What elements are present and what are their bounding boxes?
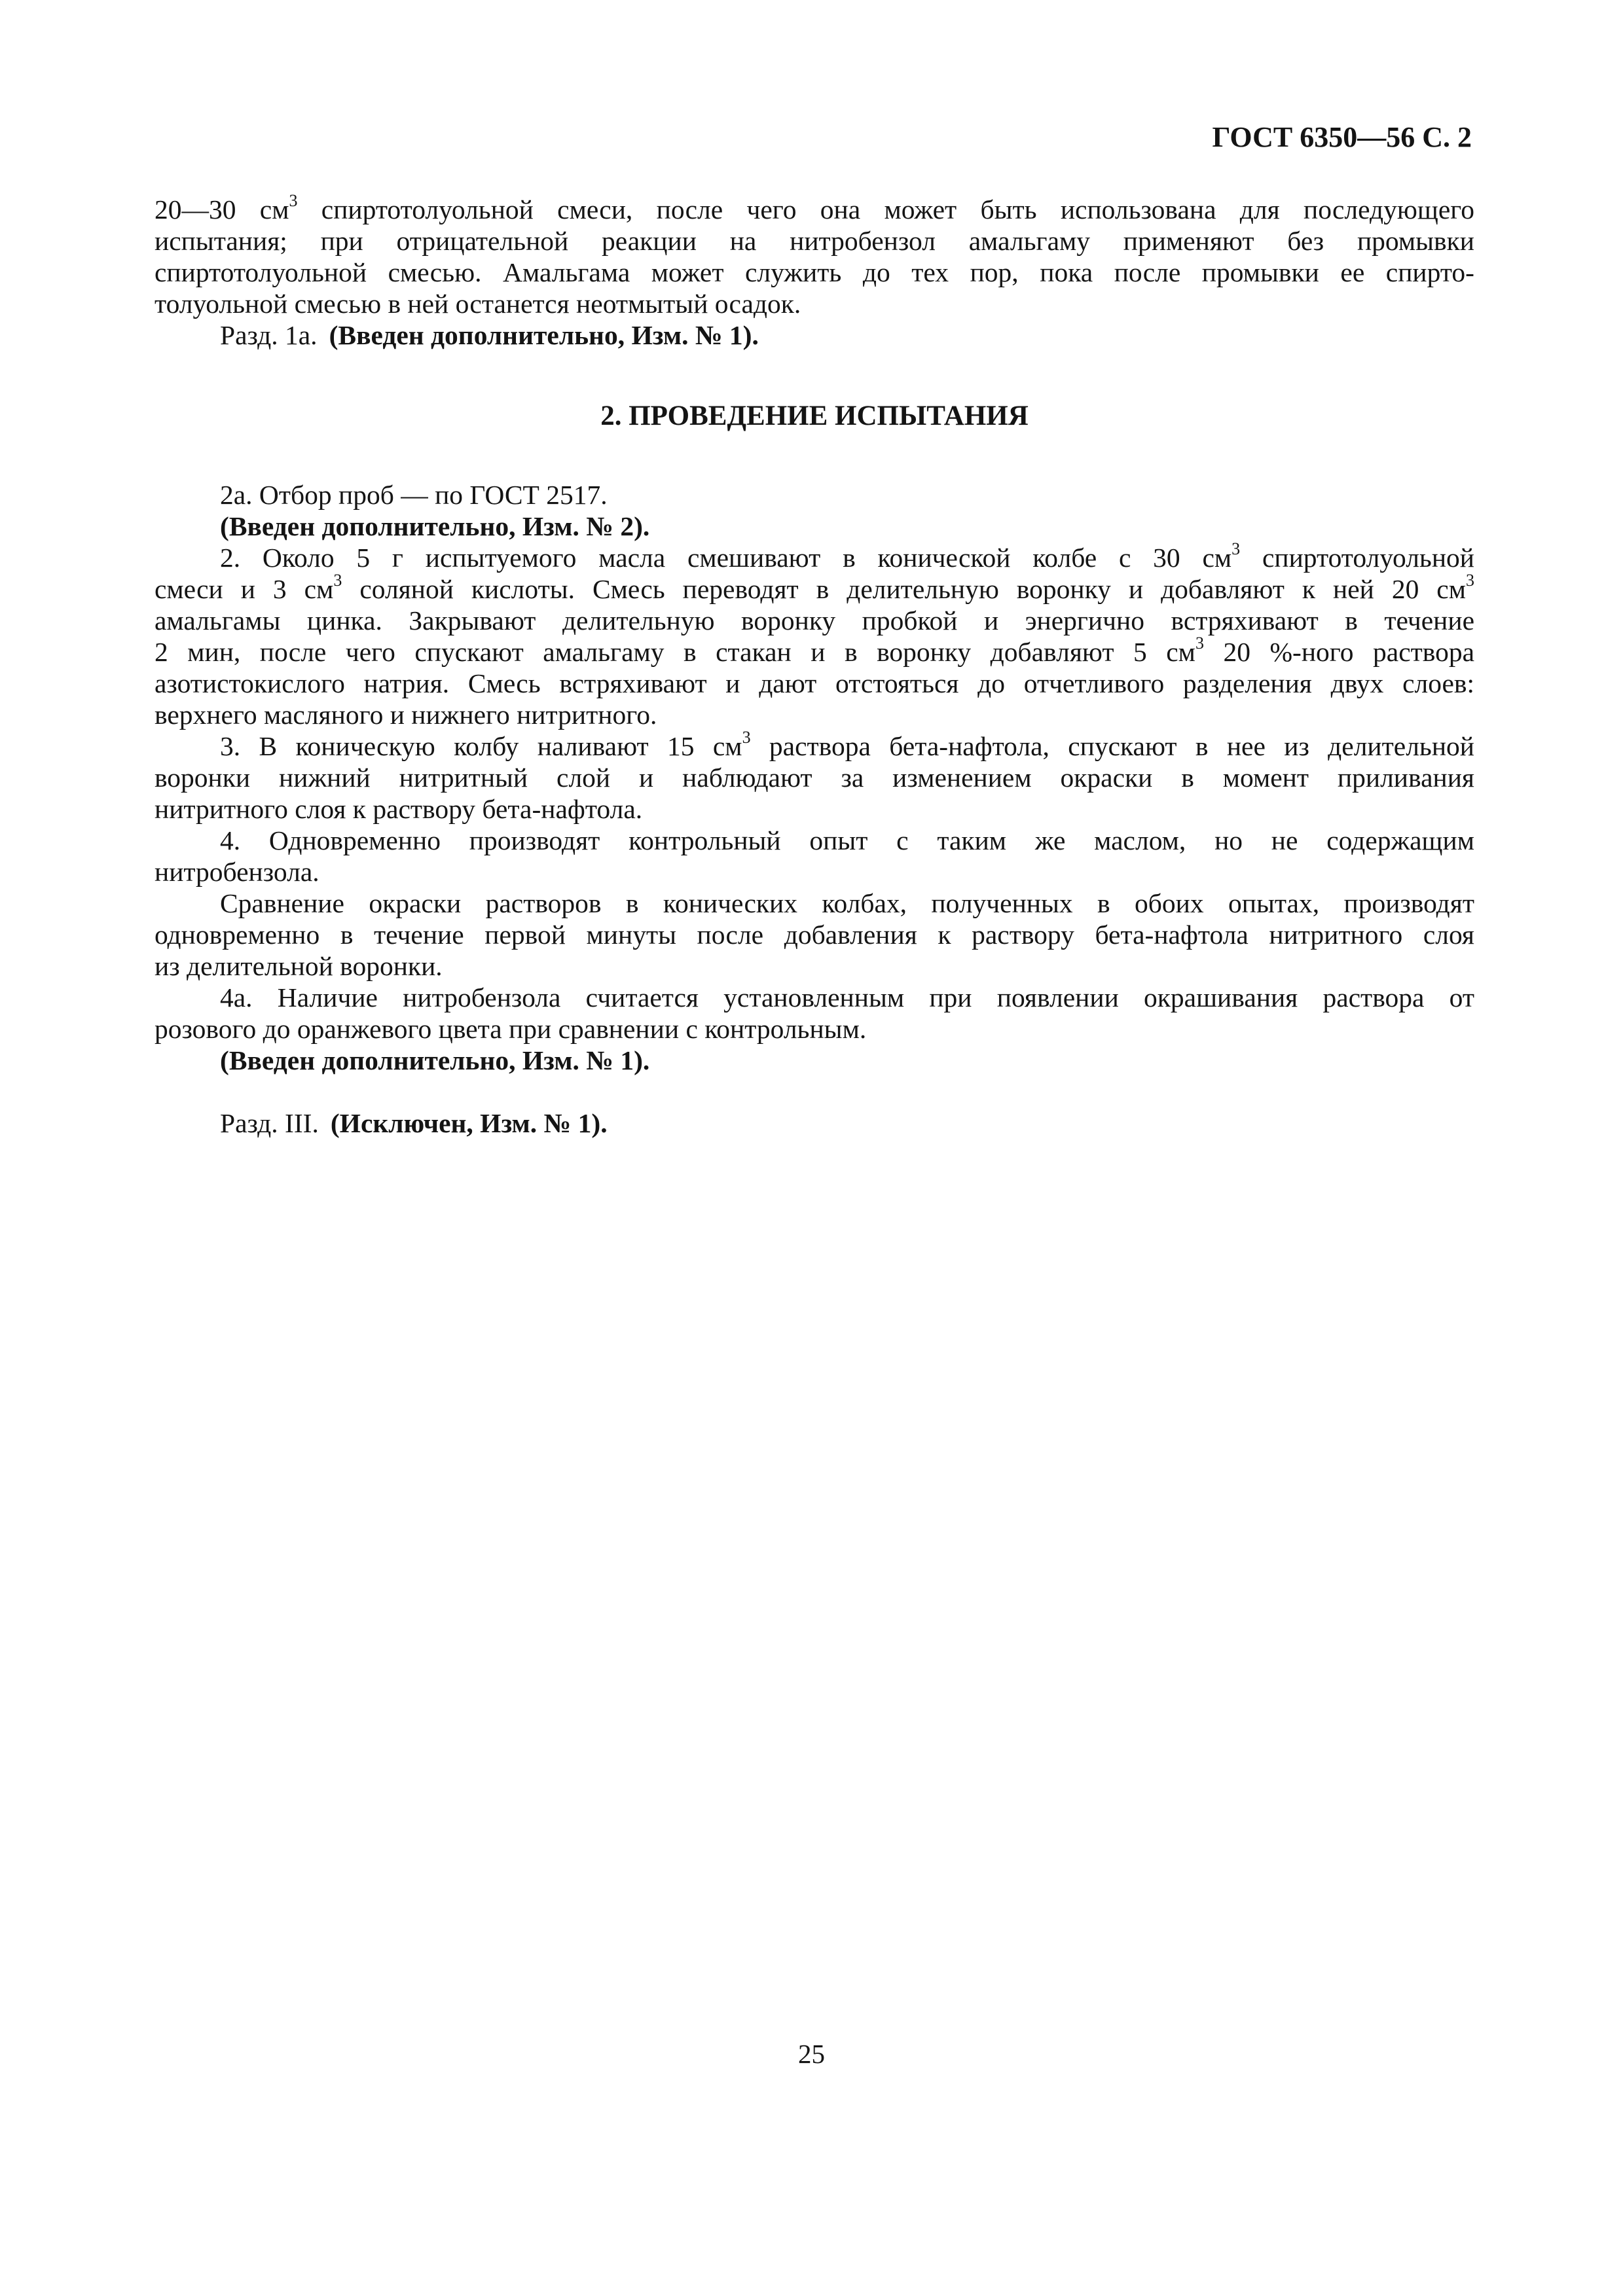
note-label: Разд. 1а. — [220, 320, 318, 350]
text-fragment: 20—30 см — [155, 194, 289, 224]
intro-line-2: испытания; при отрицательной реакции на нитробензол амальгаму применяют без промывки — [155, 226, 1474, 256]
superscript: 3 — [289, 191, 298, 211]
note-1a — [155, 319, 1474, 351]
para-4a-note: (Введен дополнительно, Изм. № 1). — [220, 1045, 650, 1075]
page-number: 25 — [798, 2039, 825, 2069]
intro-line-3: спиртотолуольной смесью. Амальгама может служить до тех пор, пока после промывки ее спирто- — [155, 257, 1474, 287]
text-fragment: 3. В коническую колбу наливают 15 см — [220, 731, 742, 761]
para-3-line-2: воронки нижний нитритный слой и наблюдают за изменением окраски в момент приливания — [155, 762, 1474, 793]
superscript: 3 — [742, 728, 751, 747]
note-label: Разд. III. — [220, 1108, 319, 1138]
page-header: ГОСТ 6350—56 С. 2 — [1212, 121, 1472, 153]
para-4-line-2: нитробензола. — [155, 857, 319, 887]
para-4b-line-3: из делительной воронки. — [155, 951, 443, 981]
note-amendment: (Исключен, Изм. № 1). — [330, 1108, 608, 1138]
para-4b-line-2: одновременно в течение первой минуты после добавления к раствору бета-нафтола нитритного слоя — [155, 920, 1474, 950]
para-2-line-5: азотистокислого натрия. Смесь встряхивают и дают отстояться до отчетливого разделения двух слоев: — [155, 668, 1474, 698]
para-2-line-3: амальгамы цинка. Закрывают делительную воронку пробкой и энергично встряхивают в течение — [155, 605, 1474, 636]
note-amendment: (Введен дополнительно, Изм. № 1). — [329, 320, 759, 350]
text-fragment: спиртотолуольной — [1240, 543, 1475, 573]
intro-line-1 — [155, 191, 1474, 225]
superscript: 3 — [1466, 571, 1474, 590]
para-2-line-6: верхнего масляного и нижнего нитритного. — [155, 700, 657, 730]
text-fragment: 2. Около 5 г испытуемого масла смешивают в конической колбе с 30 см — [220, 543, 1232, 573]
text-fragment: соляной кислоты. Смесь переводят в делительную воронку и добавляют к ней 20 см — [342, 574, 1466, 604]
intro-line-4: толуольной смесью в ней останется неотмытый осадок. — [155, 289, 801, 319]
note-section-3 — [155, 1107, 1474, 1139]
superscript: 3 — [1231, 539, 1241, 559]
text-fragment: 20 %-ного раствора — [1203, 637, 1474, 667]
superscript: 3 — [333, 571, 342, 590]
para-2a: 2а. Отбор проб — по ГОСТ 2517. — [220, 480, 608, 510]
text-fragment: 2 мин, после чего спускают амальгаму в стакан и в воронку добавляют 5 см — [155, 637, 1195, 667]
text-fragment: раствора бета-нафтола, спускают в нее из делительной — [750, 731, 1474, 761]
para-3-line-3: нитритного слоя к раствору бета-нафтола. — [155, 794, 643, 824]
para-3-line-1 — [155, 730, 1474, 762]
text-fragment: смеси и 3 см — [155, 574, 334, 604]
para-4-line-1: 4. Одновременно производят контрольный опыт с таким же маслом, но не содержащим — [220, 825, 1474, 855]
para-2-line-1 — [155, 539, 1475, 573]
para-4b-line-1: Сравнение окраски растворов в конических колбах, полученных в обоих опытах, производят — [220, 888, 1474, 918]
para-2-line-4 — [155, 636, 1474, 668]
text-fragment: спиртотолуольной смеси, после чего она может быть использована для последующего — [297, 194, 1474, 224]
superscript: 3 — [1195, 634, 1204, 653]
document-body — [155, 191, 1475, 1139]
para-2a-note: (Введен дополнительно, Изм. № 2). — [220, 511, 650, 541]
para-4a-line-1: 4а. Наличие нитробензола считается установленным при появлении окрашивания раствора от — [220, 982, 1474, 1013]
para-4a-line-2: розового до оранжевого цвета при сравнении с контрольным. — [155, 1014, 867, 1044]
para-2-line-2 — [155, 573, 1474, 605]
section-title: 2. ПРОВЕДЕНИЕ ИСПЫТАНИЯ — [600, 401, 1029, 431]
